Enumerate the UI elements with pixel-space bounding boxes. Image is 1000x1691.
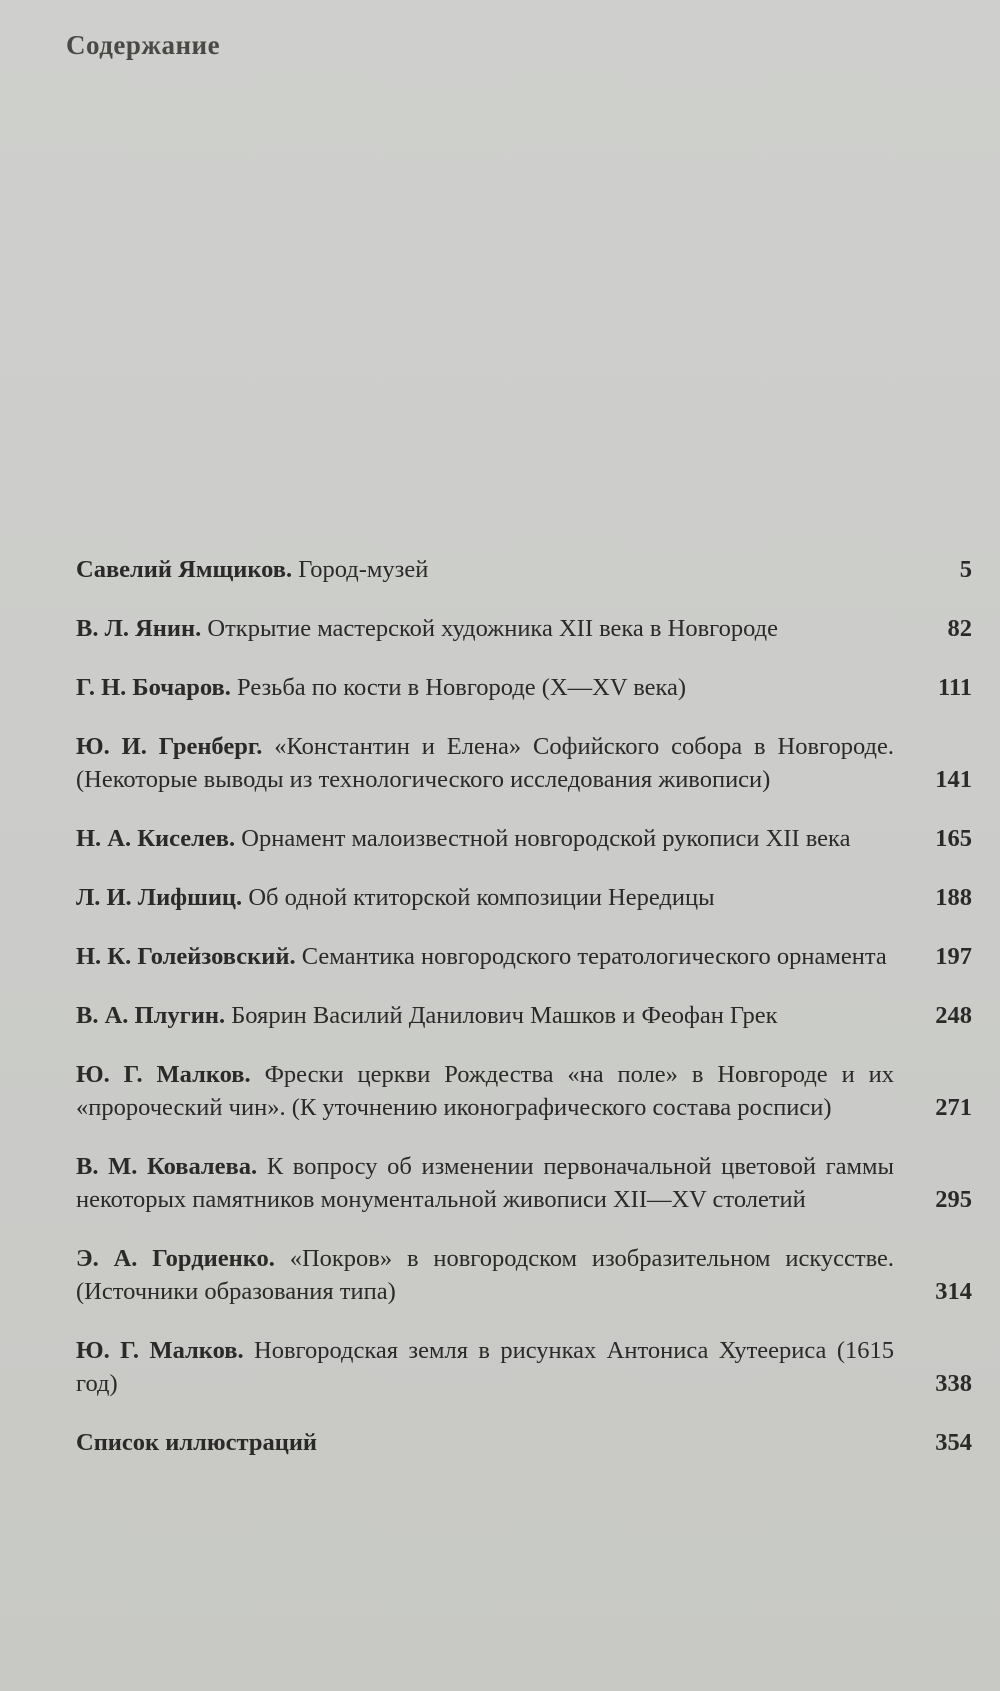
toc-title: Резьба по кости в Новгороде (X—XV века) bbox=[237, 674, 687, 701]
toc-entry-text bbox=[76, 1150, 894, 1216]
toc-author: В. А. Плугин. bbox=[76, 1002, 226, 1029]
toc-author: Н. К. Голейзовский. bbox=[76, 943, 296, 970]
toc-page-number: 271 bbox=[935, 1094, 972, 1121]
toc-title: Об одной ктиторской композиции Нередицы bbox=[248, 884, 715, 911]
toc-author: Ю. Г. Малков. bbox=[76, 1061, 251, 1088]
toc-title: «Константин и Елена» Софийского собора в Новгороде. (Некоторые выводы из технологического исследования живописи) bbox=[76, 733, 894, 793]
toc-entry bbox=[76, 671, 972, 704]
toc-author: Савелий Ямщиков. bbox=[76, 556, 293, 583]
toc-entry-text bbox=[76, 612, 894, 645]
toc-entry-text bbox=[76, 1058, 894, 1124]
toc-entry-text bbox=[76, 940, 894, 973]
toc-page-number: 338 bbox=[935, 1370, 972, 1397]
toc-page-number: 141 bbox=[935, 766, 972, 793]
toc-entry-text bbox=[76, 1242, 894, 1308]
toc-author: Н. А. Киселев. bbox=[76, 825, 236, 852]
toc-entry bbox=[76, 1150, 972, 1216]
toc-entry bbox=[76, 730, 972, 796]
toc-page-number: 295 bbox=[935, 1186, 972, 1213]
toc-entry-text bbox=[76, 553, 894, 586]
toc-title: К вопросу об изменении первоначальной цветовой гаммы некоторых памятников монументальной живописи XII—XV столетий bbox=[76, 1153, 895, 1213]
toc-title: Боярин Василий Данилович Машков и Феофан Грек bbox=[231, 1002, 778, 1029]
toc-author: В. Л. Янин. bbox=[76, 615, 202, 642]
toc-author: Ю. Г. Малков. bbox=[76, 1337, 244, 1364]
toc-title: Новгородская земля в рисунках Антониса Хутееpиса (1615 год) bbox=[76, 1337, 894, 1397]
toc-title: Город-музей bbox=[298, 556, 429, 583]
toc-entry-text: Список иллюстраций bbox=[76, 1429, 318, 1456]
toc-entry-text bbox=[76, 999, 894, 1032]
toc-entry bbox=[76, 612, 972, 645]
toc-entry bbox=[76, 1334, 972, 1400]
toc-page-number: 314 bbox=[935, 1278, 972, 1305]
toc-entry-text bbox=[76, 881, 894, 914]
toc-entry-text bbox=[76, 730, 894, 796]
toc-page-number: 197 bbox=[935, 943, 972, 970]
toc-page-number: 111 bbox=[937, 674, 972, 701]
toc-page-number: 82 bbox=[947, 615, 972, 642]
page-heading: Содержание bbox=[66, 30, 221, 60]
toc-entry-illustrations bbox=[76, 1426, 972, 1459]
toc-entry bbox=[76, 881, 972, 914]
toc-entry bbox=[76, 940, 972, 973]
toc-author: Л. И. Лифшиц. bbox=[76, 884, 243, 911]
toc-entry bbox=[76, 1242, 972, 1308]
toc-entry bbox=[76, 1058, 972, 1124]
toc-page-number: 165 bbox=[935, 825, 972, 852]
toc-entry-text bbox=[76, 671, 894, 704]
toc-page-number: 5 bbox=[959, 556, 972, 583]
toc-title: «Покров» в новгородском изобразительном искусстве. (Источники образования типа) bbox=[76, 1245, 895, 1305]
toc-title: Открытие мастерской художника XII века в Новгороде bbox=[207, 615, 778, 642]
table-of-contents bbox=[76, 553, 972, 1485]
toc-entry bbox=[76, 553, 972, 586]
toc-author: Ю. И. Гренберг. bbox=[76, 733, 263, 760]
toc-entry-text bbox=[76, 1334, 894, 1400]
toc-page-number: 188 bbox=[935, 884, 972, 911]
toc-author: Э. А. Гордиенко. bbox=[76, 1245, 275, 1272]
toc-entry bbox=[76, 822, 972, 855]
toc-title: Орнамент малоизвестной новгородской рукописи XII века bbox=[241, 825, 851, 852]
toc-page-number: 354 bbox=[935, 1429, 972, 1456]
toc-author: В. М. Ковалева. bbox=[76, 1153, 258, 1180]
toc-entry-text bbox=[76, 822, 894, 855]
toc-title: Семантика новгородского тератологического орнамента bbox=[301, 943, 887, 970]
toc-author: Г. Н. Бочаров. bbox=[76, 674, 231, 701]
toc-entry bbox=[76, 999, 972, 1032]
toc-page-number: 248 bbox=[935, 1002, 972, 1029]
toc-title: Фрески церкви Рождества «на поле» в Новгороде и их «пророческий чин». (К уточнению иконографического состава росписи) bbox=[76, 1061, 895, 1121]
